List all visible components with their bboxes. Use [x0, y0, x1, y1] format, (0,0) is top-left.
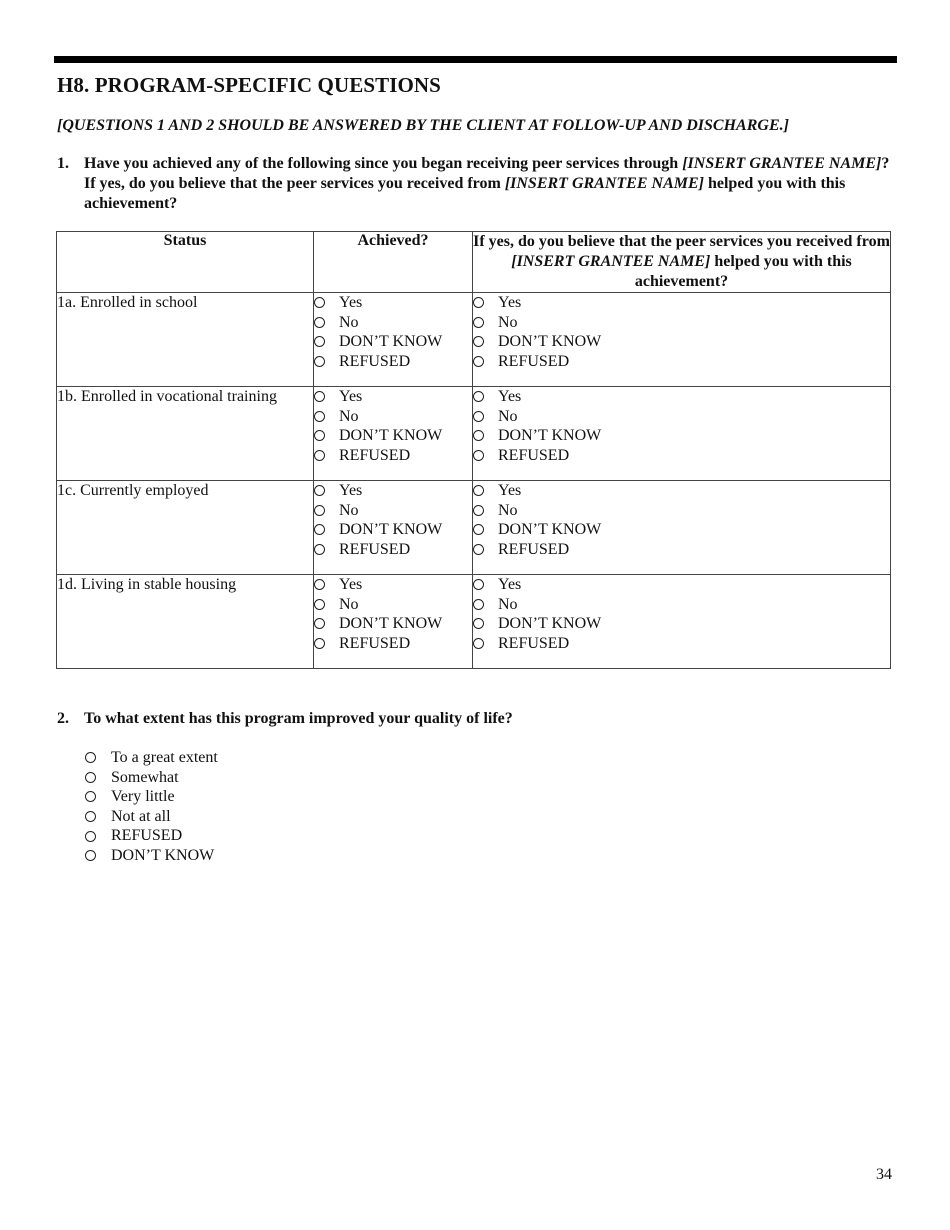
row-status-label: 1a. Enrolled in school [57, 293, 314, 387]
radio-option-label: REFUSED [498, 446, 570, 464]
radio-option[interactable] [314, 293, 472, 313]
radio-option-label: No [498, 407, 518, 425]
grantee-placeholder: [INSERT GRANTEE NAME] [504, 175, 704, 192]
radio-circle-icon[interactable] [85, 831, 96, 842]
achievement-table [56, 231, 891, 669]
radio-option[interactable] [473, 387, 890, 407]
table-header-row [57, 232, 891, 293]
radio-option-label: DON’T KNOW [498, 333, 602, 350]
radio-option[interactable] [473, 332, 890, 352]
radio-circle-icon[interactable] [314, 297, 325, 308]
row-status-label: 1c. Currently employed [57, 481, 314, 575]
instruction-text: [QUESTIONS 1 AND 2 SHOULD BE ANSWERED BY THE CLIENT AT FOLLOW-UP AND DISCHARGE.] [57, 117, 789, 134]
radio-circle-icon[interactable] [473, 411, 484, 422]
radio-circle-icon[interactable] [473, 297, 484, 308]
radio-option-label: Yes [339, 294, 363, 311]
radio-circle-icon[interactable] [85, 791, 96, 802]
radio-option[interactable] [473, 352, 890, 372]
table-body [57, 293, 891, 669]
radio-circle-icon[interactable] [314, 430, 325, 441]
radio-option-label: DON’T KNOW [339, 333, 443, 350]
radio-option[interactable] [314, 387, 472, 407]
radio-option[interactable] [314, 407, 472, 427]
radio-circle-icon[interactable] [314, 579, 325, 590]
radio-option[interactable] [473, 540, 890, 560]
radio-option[interactable] [85, 826, 218, 846]
radio-circle-icon[interactable] [473, 391, 484, 402]
radio-option[interactable] [473, 313, 890, 333]
radio-option[interactable] [473, 595, 890, 615]
radio-circle-icon[interactable] [473, 618, 484, 629]
radio-option[interactable] [473, 614, 890, 634]
radio-option-label: REFUSED [339, 540, 411, 558]
radio-option-label: REFUSED [339, 352, 411, 370]
radio-option-label: Not at all [111, 807, 171, 825]
radio-circle-icon[interactable] [473, 356, 484, 367]
radio-circle-icon[interactable] [473, 544, 484, 555]
question-2-number: 2. [57, 710, 69, 727]
achieved-options-cell [314, 481, 473, 575]
radio-circle-icon[interactable] [85, 772, 96, 783]
radio-option-label: REFUSED [498, 352, 570, 370]
radio-option-label: DON’T KNOW [339, 427, 443, 444]
radio-option[interactable] [473, 426, 890, 446]
radio-circle-icon[interactable] [473, 505, 484, 516]
radio-option-label: Yes [498, 482, 522, 499]
table-row [57, 575, 891, 669]
radio-option-label: No [498, 501, 518, 519]
grantee-placeholder: [INSERT GRANTEE NAME] [682, 155, 882, 172]
radio-option[interactable] [85, 748, 218, 768]
radio-circle-icon[interactable] [314, 485, 325, 496]
radio-option-label: No [339, 501, 359, 519]
radio-option[interactable] [314, 595, 472, 615]
radio-option[interactable] [314, 313, 472, 333]
radio-option-label: No [339, 407, 359, 425]
radio-circle-icon[interactable] [473, 485, 484, 496]
radio-option-label: DON’T KNOW [498, 521, 602, 538]
radio-option-label: DON’T KNOW [498, 427, 602, 444]
row-status-label: 1d. Living in stable housing [57, 575, 314, 669]
radio-option[interactable] [314, 634, 472, 654]
radio-option[interactable] [473, 634, 890, 654]
page-number: 34 [876, 1166, 892, 1183]
radio-option-label: Yes [339, 388, 363, 405]
radio-option-label: No [339, 595, 359, 613]
radio-circle-icon[interactable] [473, 317, 484, 328]
radio-option[interactable] [314, 481, 472, 501]
radio-option-label: No [339, 313, 359, 331]
table-row [57, 387, 891, 481]
achieved-options-cell [314, 293, 473, 387]
radio-circle-icon[interactable] [85, 752, 96, 763]
radio-circle-icon[interactable] [85, 850, 96, 861]
radio-option[interactable] [314, 426, 472, 446]
achieved-options-cell [314, 575, 473, 669]
question-2 [57, 710, 513, 728]
radio-option[interactable] [473, 446, 890, 466]
radio-circle-icon[interactable] [473, 599, 484, 610]
radio-option[interactable] [473, 501, 890, 521]
radio-option[interactable] [473, 520, 890, 540]
radio-option-label: DON’T KNOW [339, 521, 443, 538]
helped-options-cell [473, 293, 891, 387]
radio-option[interactable] [314, 540, 472, 560]
radio-option-label: Yes [498, 388, 522, 405]
table-row [57, 293, 891, 387]
helped-options-cell [473, 481, 891, 575]
header-helped [473, 232, 891, 293]
question-1-text-c: helped you with this achievement? [84, 175, 846, 212]
table-row [57, 481, 891, 575]
radio-circle-icon[interactable] [314, 391, 325, 402]
radio-circle-icon[interactable] [473, 579, 484, 590]
radio-option-label: REFUSED [498, 540, 570, 558]
radio-circle-icon[interactable] [314, 638, 325, 649]
radio-circle-icon[interactable] [473, 450, 484, 461]
radio-option[interactable] [473, 407, 890, 427]
radio-option-label: REFUSED [111, 827, 183, 845]
question-2-options [85, 748, 218, 866]
radio-option-label: Somewhat [111, 768, 179, 786]
radio-option[interactable] [314, 520, 472, 540]
header-rule [54, 56, 897, 63]
radio-circle-icon[interactable] [314, 505, 325, 516]
radio-circle-icon[interactable] [314, 336, 325, 347]
radio-circle-icon[interactable] [314, 618, 325, 629]
radio-circle-icon[interactable] [314, 599, 325, 610]
header-helped-text-a: If yes, do you believe that the peer services you received from [473, 233, 890, 250]
radio-circle-icon[interactable] [314, 356, 325, 367]
radio-option[interactable] [314, 614, 472, 634]
radio-option-label: Yes [498, 294, 522, 311]
radio-option-label: Yes [339, 482, 363, 499]
radio-circle-icon[interactable] [473, 336, 484, 347]
radio-option-label: REFUSED [498, 634, 570, 652]
row-status-label: 1b. Enrolled in vocational training [57, 387, 314, 481]
radio-circle-icon[interactable] [314, 450, 325, 461]
radio-option-label: DON’T KNOW [498, 615, 602, 632]
radio-option[interactable] [314, 352, 472, 372]
radio-option[interactable] [473, 575, 890, 595]
radio-circle-icon[interactable] [473, 430, 484, 441]
radio-option-label: REFUSED [339, 446, 411, 464]
question-1-text-b: ? If yes, do you believe that the peer services you received from [84, 155, 890, 192]
question-1-text [84, 154, 892, 214]
header-achieved: Achieved? [314, 232, 473, 293]
radio-option-label: DON’T KNOW [111, 846, 215, 864]
radio-circle-icon[interactable] [314, 544, 325, 555]
radio-option-label: Yes [498, 576, 522, 593]
helped-options-cell [473, 387, 891, 481]
radio-option[interactable] [314, 575, 472, 595]
question-1 [57, 154, 892, 214]
achieved-options-cell [314, 387, 473, 481]
header-status: Status [57, 232, 314, 293]
radio-circle-icon[interactable] [473, 524, 484, 535]
radio-option[interactable] [473, 481, 890, 501]
radio-circle-icon[interactable] [314, 411, 325, 422]
helped-options-cell [473, 575, 891, 669]
radio-option[interactable] [85, 768, 218, 788]
radio-option-label: REFUSED [339, 634, 411, 652]
radio-option-label: Yes [339, 576, 363, 593]
radio-option[interactable] [314, 501, 472, 521]
radio-option-label: No [498, 313, 518, 331]
grantee-placeholder: [INSERT GRANTEE NAME] [511, 253, 711, 270]
question-1-text-a: Have you achieved any of the following since you began receiving peer services through [84, 155, 683, 172]
radio-option[interactable] [314, 332, 472, 352]
radio-option[interactable] [85, 807, 218, 827]
question-2-text: To what extent has this program improved your quality of life? [84, 710, 513, 727]
radio-circle-icon[interactable] [314, 317, 325, 328]
radio-option[interactable] [85, 787, 218, 807]
radio-option-label: To a great extent [111, 749, 218, 766]
radio-circle-icon[interactable] [85, 811, 96, 822]
radio-option-label: No [498, 595, 518, 613]
radio-option-label: Very little [111, 788, 175, 806]
question-1-number: 1. [57, 155, 69, 172]
radio-circle-icon[interactable] [473, 638, 484, 649]
radio-option-label: DON’T KNOW [339, 615, 443, 632]
radio-option[interactable] [314, 446, 472, 466]
radio-option[interactable] [473, 293, 890, 313]
header-helped-text-b: helped you with this achievement? [634, 253, 852, 290]
radio-circle-icon[interactable] [314, 524, 325, 535]
radio-option[interactable] [85, 846, 218, 866]
section-title: H8. PROGRAM-SPECIFIC QUESTIONS [57, 73, 441, 97]
